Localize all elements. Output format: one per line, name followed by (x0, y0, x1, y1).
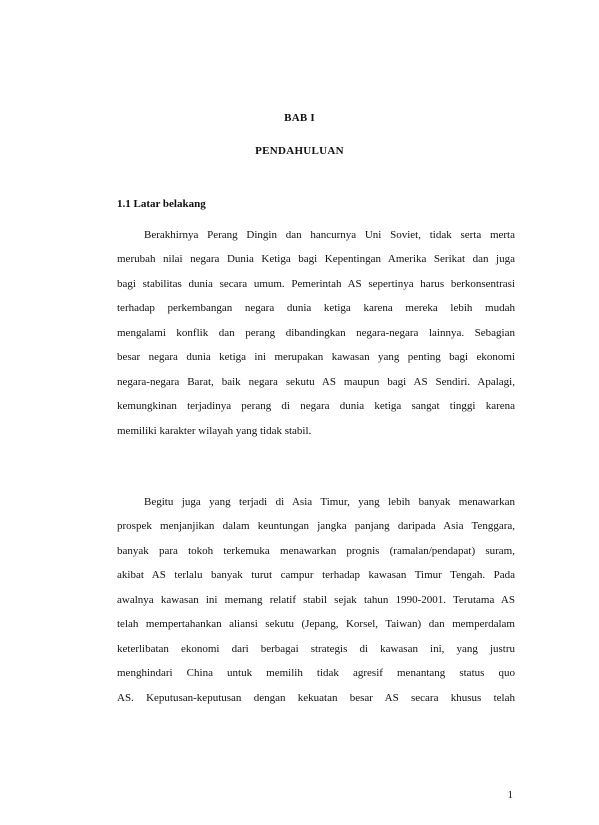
paragraph-line: prospek menjanjikan dalam keuntungan jangka panjang daripada Asia Tenggara, (117, 520, 515, 533)
paragraph-line: terhadap perkembangan negara dunia ketiga karena mereka lebih mudah (117, 302, 515, 315)
paragraph-line: akibat AS terlalu banyak turut campur terhadap kawasan Timur Tengah. Pada (117, 569, 515, 582)
paragraph-line: telah mempertahankan aliansi sekutu (Jepang, Korsel, Taiwan) dan memperdalam (117, 618, 515, 631)
paragraph-line: merubah nilai negara Dunia Ketiga bagi Kepentingan Amerika Serikat dan juga (117, 253, 515, 266)
paragraph-line: keterlibatan ekonomi dari berbagai strategis di kawasan ini, yang justru (117, 642, 515, 655)
paragraph-line: bagi stabilitas dunia secara umum. Pemerintah AS sepertinya harus berkonsentrasi (117, 277, 515, 290)
section-heading: 1.1 Latar belakang (117, 198, 206, 210)
paragraph-line: kemungkinan terjadinya perang di negara dunia ketiga sangat tinggi karena (117, 400, 515, 413)
paragraph-line: AS. Keputusan-keputusan dengan kekuatan besar AS secara khusus telah (117, 691, 515, 704)
paragraph-1 (117, 223, 515, 443)
page-number: 1 (507, 789, 513, 801)
paragraph-line: memiliki karakter wilayah yang tidak stabil. (117, 424, 312, 437)
paragraph-line: menghindari China untuk memilih tidak agresif menantang status quo (117, 667, 515, 680)
paragraph-line: awalnya kawasan ini memang relatif stabil sejak tahun 1990-2001. Terutama AS (117, 593, 515, 606)
paragraph-line: Berakhirnya Perang Dingin dan hancurnya Uni Soviet, tidak serta merta (144, 229, 515, 241)
paragraph-line: negara-negara Barat, baik negara sekutu AS maupun bagi AS Sendiri. Apalagi, (117, 375, 515, 388)
paragraph-line: banyak para tokoh terkemuka menawarkan prognis (ramalan/pendapat) suram, (117, 544, 515, 557)
paragraph-line: mengalami konflik dan perang dibandingkan negara-negara lainnya. Sebagian (117, 326, 515, 339)
paragraph-line: besar negara dunia ketiga ini merupakan kawasan yang penting bagi ekonomi (117, 351, 515, 364)
chapter-title: PENDAHULUAN (255, 145, 344, 157)
paragraph-2 (117, 490, 515, 710)
chapter-number: BAB I (284, 112, 315, 124)
paragraph-line: Begitu juga yang terjadi di Asia Timur, yang lebih banyak menawarkan (144, 496, 515, 508)
